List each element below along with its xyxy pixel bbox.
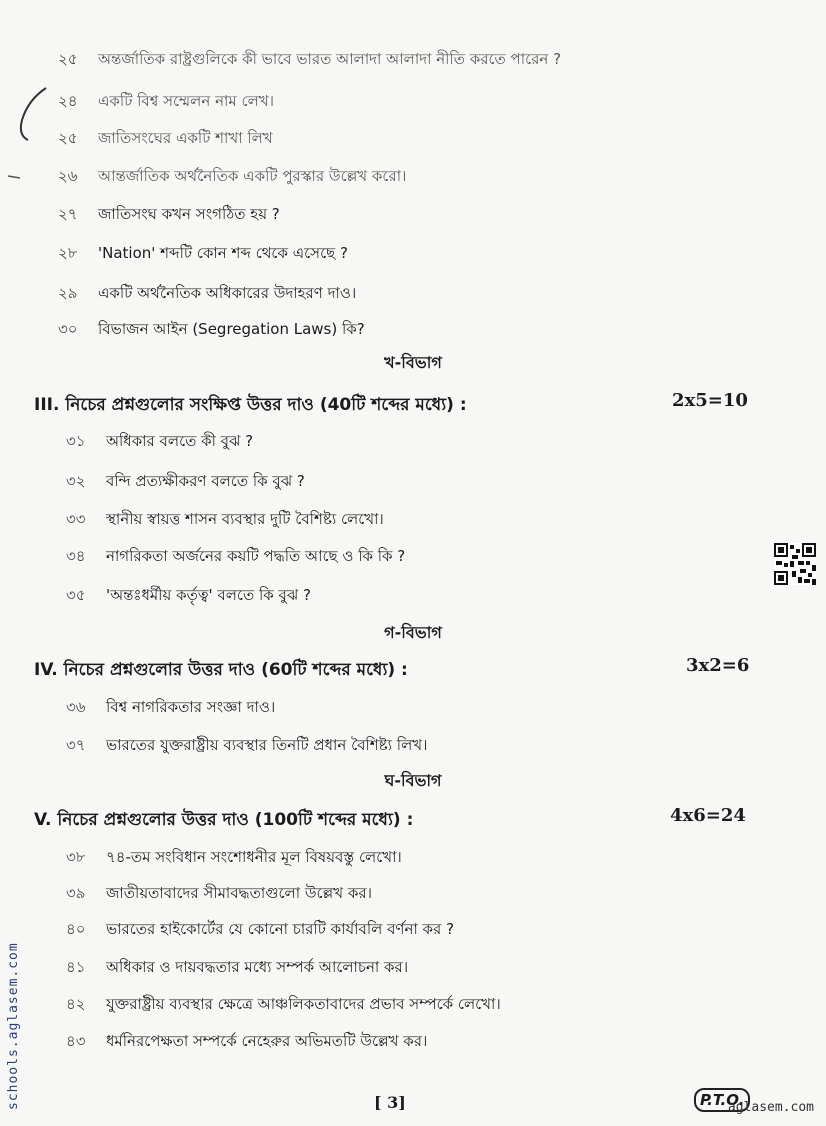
question-39: [66, 882, 372, 907]
question-number: ৩৭: [66, 736, 86, 754]
section-ga-heading: IV. নিচের প্রশ্নগুলোর উত্তর দাও (60টি শব্দের মধ্যে) :: [34, 660, 408, 680]
question-number: ৩৬: [66, 698, 86, 716]
qr-code-icon: [774, 543, 816, 585]
question-number: ৩৪: [66, 547, 86, 565]
question-29: [58, 282, 356, 307]
question-text: জাতিসংঘের একটি শাখা লিখ: [98, 129, 273, 147]
question-26: [58, 165, 406, 190]
question-number: ৩০: [58, 320, 78, 338]
question-text: ভারতের যুক্তরাষ্ট্রীয় ব্যবস্থার তিনটি প্রধান বৈশিষ্ট্য লিখ।: [106, 736, 428, 754]
question-34: [66, 545, 405, 570]
section-ga-title: গ-বিভাগ: [384, 623, 442, 642]
question-43: [66, 1030, 427, 1055]
question-number: ৩১: [66, 432, 86, 450]
question-33: [66, 508, 384, 533]
question-text: একটি বিশ্ব সম্মেলন নাম লেখ।: [98, 92, 274, 110]
question-text: বিভাজন আইন (Segregation Laws) কি?: [98, 320, 365, 338]
question-number: ২৫: [58, 129, 78, 147]
question-number: ৩২: [66, 472, 86, 490]
question-40: [66, 918, 454, 943]
question-number: ৩৯: [66, 884, 86, 902]
section-gha-heading: V. নিচের প্রশ্নগুলোর উত্তর দাও (100টি শব্দের মধ্যে) :: [34, 810, 414, 830]
question-text: একটি অর্থনৈতিক অধিকারের উদাহরণ দাও।: [98, 284, 357, 302]
question-number: ২৮: [58, 244, 78, 262]
question-text: অন্তর্জাতিক রাষ্ট্রগুলিকে কী ভাবে ভারত আলাদা আলাদা নীতি করতে পারেন ?: [98, 50, 562, 68]
question-number: ২৪: [58, 92, 78, 110]
question-28: [58, 242, 348, 267]
question-text: জাতিসংঘ কখন সংগঠিত হয় ?: [98, 205, 280, 223]
question-42: [66, 993, 501, 1018]
question-32: [66, 470, 305, 495]
question-35: [66, 584, 311, 609]
question-number: ৪৩: [66, 1032, 86, 1050]
question-number: ২৬: [58, 167, 78, 185]
question-text: অধিকার বলতে কী বুঝ ?: [106, 432, 254, 450]
pto-mark: P.T.O.: [694, 1088, 750, 1112]
question-text: 'অন্তঃধর্মীয় কর্তৃত্ব' বলতে কি বুঝ ?: [106, 586, 311, 604]
question-text: বিশ্ব নাগরিকতার সংজ্ঞা দাও।: [106, 698, 276, 716]
question-38: [66, 846, 402, 871]
question-text: নাগরিকতা অর্জনের কয়টি পদ্ধতি আছে ও কি কি ?: [106, 547, 406, 565]
site-url-right[interactable]: aglasem.com: [727, 1100, 814, 1115]
question-text: স্থানীয় স্বায়ত্ত শাসন ব্যবস্থার দুটি বৈশিষ্ট্য লেখো।: [106, 510, 384, 528]
question-text: যুক্তরাষ্ট্রীয় ব্যবস্থার ক্ষেত্রে আঞ্চলিকতাবাদের প্রভাব সম্পর্কে লেখো।: [106, 995, 501, 1013]
question-text: বন্দি প্রত্যক্ষীকরণ বলতে কি বুঝ ?: [106, 472, 305, 490]
question-text: ভারতের হাইকোর্টের যে কোনো চারটি কার্যাবলি বর্ণনা কর ?: [106, 920, 455, 938]
question-30: [58, 318, 365, 343]
question-number: ৪২: [66, 995, 86, 1013]
question-text: আন্তর্জাতিক অর্থনৈতিক একটি পুরস্কার উল্লেখ করো।: [98, 167, 407, 185]
question-number: ২৫: [58, 50, 78, 68]
question-37: [66, 734, 427, 759]
question-number: ৩৩: [66, 510, 86, 528]
question-27: [58, 203, 280, 228]
site-url-left[interactable]: schools.aglasem.com: [6, 942, 21, 1110]
question-number: ৩৫: [66, 586, 86, 604]
question-text: ধর্মনিরপেক্ষতা সম্পর্কে নেহেরুর অভিমতটি উল্লেখ কর।: [106, 1032, 428, 1050]
question-text: অধিকার ও দায়বদ্ধতার মধ্যে সম্পর্ক আলোচনা কর।: [106, 958, 409, 976]
question-number: ৪১: [66, 958, 86, 976]
question-text: জাতীয়তাবাদের সীমাবদ্ধতাগুলো উল্লেখ কর।: [106, 884, 372, 902]
question-36: [66, 696, 275, 721]
section-ga-marks: 3x2=6: [686, 655, 750, 676]
question-number: ৪০: [66, 920, 86, 938]
question-number: ২৭: [58, 205, 78, 223]
page-number: [ 3]: [374, 1093, 406, 1112]
question-number: ৩৮: [66, 848, 86, 866]
question-25b: [58, 127, 273, 152]
section-kha-marks: 2x5=10: [672, 390, 748, 411]
section-kha-heading: III. নিচের প্রশ্নগুলোর সংক্ষিপ্ত উত্তর দাও (40টি শব্দের মধ্যে) :: [34, 395, 467, 415]
question-31: [66, 430, 253, 455]
question-24: [58, 90, 274, 115]
question-text: ৭৪-তম সংবিধান সংশোধনীর মূল বিষয়বস্তু লেখো।: [106, 848, 402, 866]
question-41: [66, 956, 408, 981]
section-gha-marks: 4x6=24: [670, 805, 746, 826]
question-number: ২৯: [58, 284, 78, 302]
pen-mark: [6, 80, 56, 190]
section-gha-title: ঘ-বিভাগ: [384, 771, 442, 790]
question-text: 'Nation' শব্দটি কোন শব্দ থেকে এসেছে ?: [98, 244, 348, 262]
section-kha-title: খ-বিভাগ: [384, 353, 442, 372]
question-25: [58, 48, 561, 73]
